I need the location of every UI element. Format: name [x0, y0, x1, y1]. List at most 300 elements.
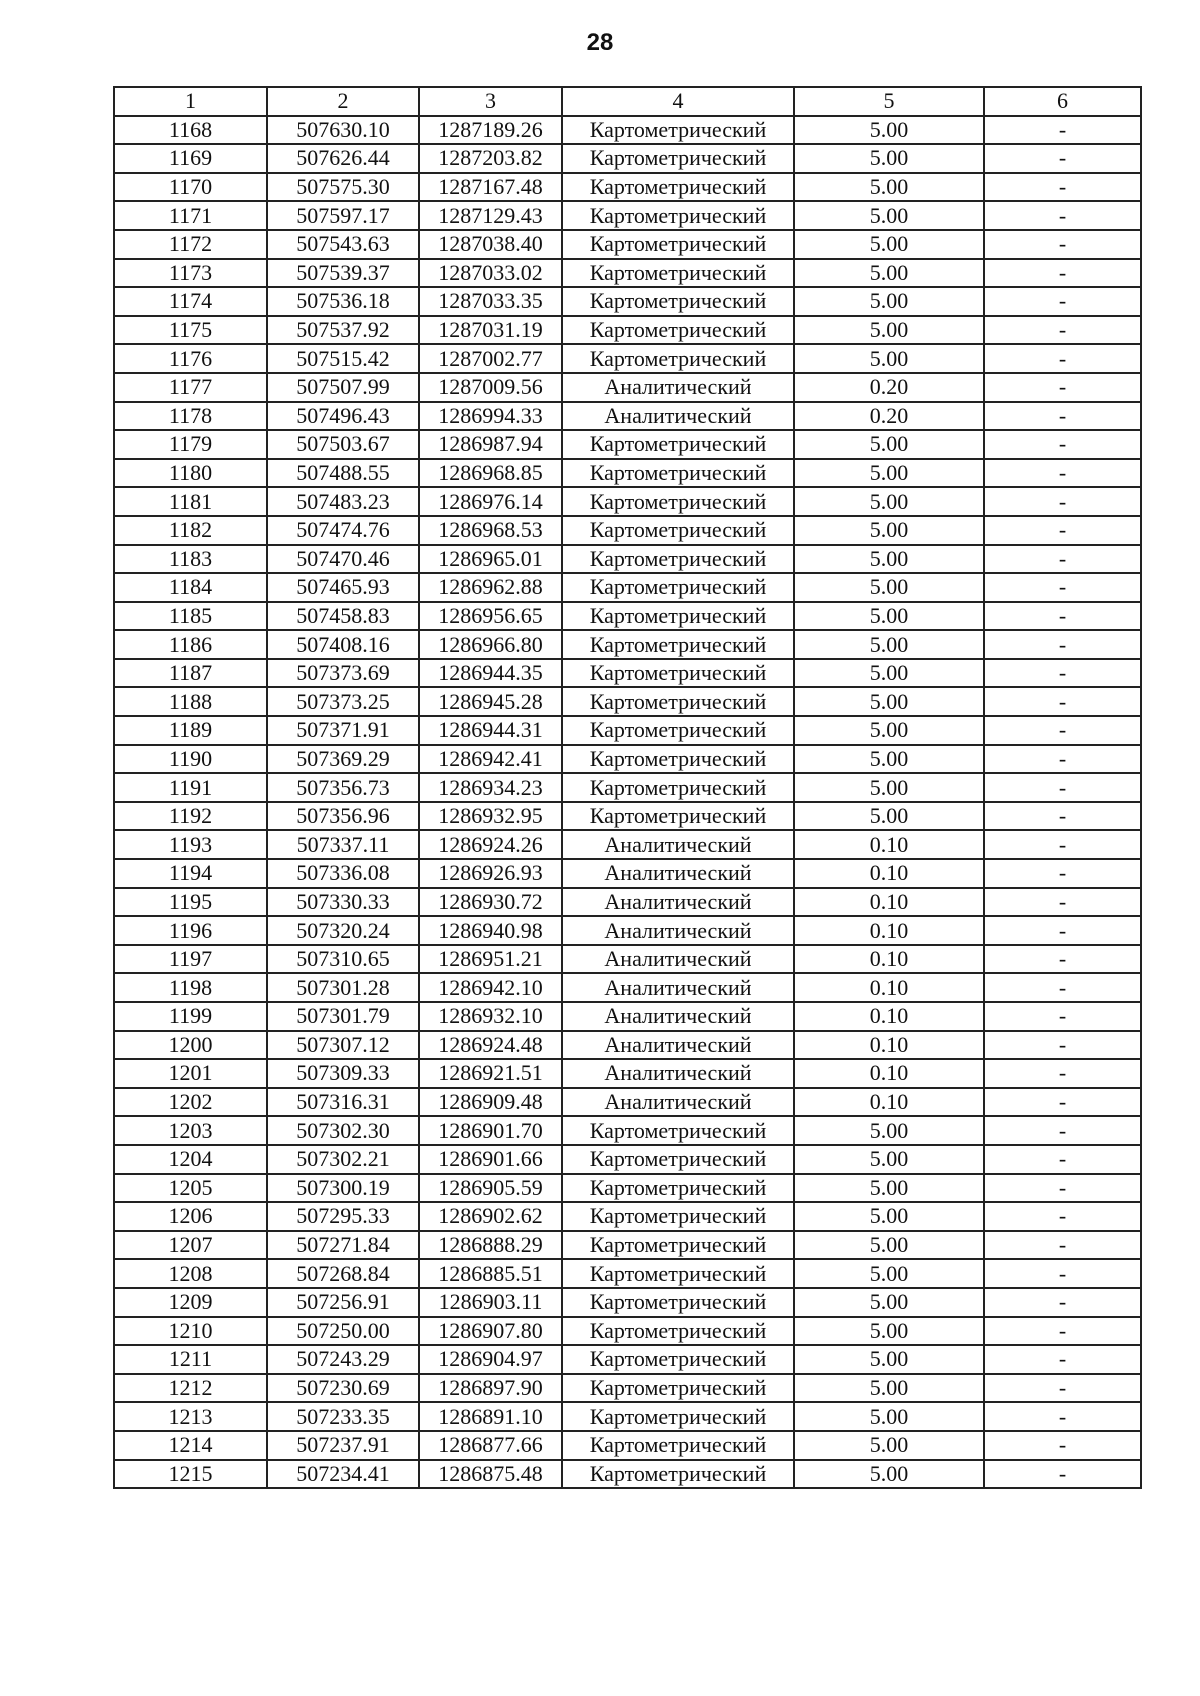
- point-number-cell: 1169: [114, 144, 267, 173]
- note-cell: -: [984, 716, 1141, 745]
- table-row: [114, 1431, 1141, 1460]
- table-row: [114, 573, 1141, 602]
- table-row: [114, 144, 1141, 173]
- table-body: [114, 116, 1141, 1489]
- x-coordinate-cell: 507337.11: [267, 830, 419, 859]
- y-coordinate-cell: 1286877.66: [419, 1431, 562, 1460]
- y-coordinate-cell: 1286888.29: [419, 1231, 562, 1260]
- note-cell: -: [984, 1374, 1141, 1403]
- table-row: [114, 316, 1141, 345]
- point-number-cell: 1200: [114, 1031, 267, 1060]
- y-coordinate-cell: 1286932.95: [419, 802, 562, 831]
- x-coordinate-cell: 507537.92: [267, 316, 419, 345]
- accuracy-cell: 0.10: [794, 830, 984, 859]
- point-number-cell: 1202: [114, 1088, 267, 1117]
- y-coordinate-cell: 1286951.21: [419, 945, 562, 974]
- table-row: [114, 230, 1141, 259]
- point-number-cell: 1184: [114, 573, 267, 602]
- accuracy-cell: 5.00: [794, 1402, 984, 1431]
- y-coordinate-cell: 1286965.01: [419, 545, 562, 574]
- method-cell: Картометрический: [562, 430, 794, 459]
- table-row: [114, 1031, 1141, 1060]
- note-cell: -: [984, 830, 1141, 859]
- method-cell: Картометрический: [562, 1460, 794, 1489]
- x-coordinate-cell: 507539.37: [267, 259, 419, 288]
- y-coordinate-cell: 1286942.10: [419, 973, 562, 1002]
- y-coordinate-cell: 1286940.98: [419, 916, 562, 945]
- table-row: [114, 173, 1141, 202]
- method-cell: Картометрический: [562, 344, 794, 373]
- method-cell: Картометрический: [562, 1231, 794, 1260]
- y-coordinate-cell: 1286976.14: [419, 487, 562, 516]
- method-cell: Картометрический: [562, 659, 794, 688]
- header-cell-6: 6: [984, 87, 1141, 116]
- point-number-cell: 1211: [114, 1345, 267, 1374]
- y-coordinate-cell: 1286930.72: [419, 888, 562, 917]
- y-coordinate-cell: 1286962.88: [419, 573, 562, 602]
- accuracy-cell: 0.10: [794, 1002, 984, 1031]
- point-number-cell: 1214: [114, 1431, 267, 1460]
- note-cell: -: [984, 173, 1141, 202]
- y-coordinate-cell: 1286903.11: [419, 1288, 562, 1317]
- table-row: [114, 745, 1141, 774]
- note-cell: -: [984, 316, 1141, 345]
- accuracy-cell: 5.00: [794, 1145, 984, 1174]
- x-coordinate-cell: 507575.30: [267, 173, 419, 202]
- y-coordinate-cell: 1286924.48: [419, 1031, 562, 1060]
- x-coordinate-cell: 507630.10: [267, 116, 419, 145]
- accuracy-cell: 5.00: [794, 287, 984, 316]
- point-number-cell: 1171: [114, 201, 267, 230]
- x-coordinate-cell: 507408.16: [267, 630, 419, 659]
- accuracy-cell: 5.00: [794, 630, 984, 659]
- method-cell: Аналитический: [562, 916, 794, 945]
- point-number-cell: 1215: [114, 1460, 267, 1489]
- y-coordinate-cell: 1286942.41: [419, 745, 562, 774]
- table-row: [114, 487, 1141, 516]
- y-coordinate-cell: 1286934.23: [419, 773, 562, 802]
- method-cell: Картометрический: [562, 1374, 794, 1403]
- x-coordinate-cell: 507302.30: [267, 1116, 419, 1145]
- method-cell: Картометрический: [562, 259, 794, 288]
- y-coordinate-cell: 1286901.70: [419, 1116, 562, 1145]
- y-coordinate-cell: 1286944.31: [419, 716, 562, 745]
- accuracy-cell: 5.00: [794, 1259, 984, 1288]
- method-cell: Картометрический: [562, 516, 794, 545]
- x-coordinate-cell: 507243.29: [267, 1345, 419, 1374]
- y-coordinate-cell: 1286944.35: [419, 659, 562, 688]
- note-cell: -: [984, 487, 1141, 516]
- header-cell-2: 2: [267, 87, 419, 116]
- y-coordinate-cell: 1287009.56: [419, 373, 562, 402]
- x-coordinate-cell: 507295.33: [267, 1202, 419, 1231]
- point-number-cell: 1208: [114, 1259, 267, 1288]
- point-number-cell: 1203: [114, 1116, 267, 1145]
- accuracy-cell: 0.10: [794, 916, 984, 945]
- y-coordinate-cell: 1286926.93: [419, 859, 562, 888]
- y-coordinate-cell: 1286921.51: [419, 1059, 562, 1088]
- method-cell: Аналитический: [562, 1002, 794, 1031]
- method-cell: Картометрический: [562, 1145, 794, 1174]
- method-cell: Картометрический: [562, 1431, 794, 1460]
- note-cell: -: [984, 802, 1141, 831]
- point-number-cell: 1195: [114, 888, 267, 917]
- x-coordinate-cell: 507543.63: [267, 230, 419, 259]
- accuracy-cell: 5.00: [794, 659, 984, 688]
- y-coordinate-cell: 1287038.40: [419, 230, 562, 259]
- y-coordinate-cell: 1286907.80: [419, 1317, 562, 1346]
- method-cell: Картометрический: [562, 1259, 794, 1288]
- y-coordinate-cell: 1286956.65: [419, 602, 562, 631]
- accuracy-cell: 0.10: [794, 945, 984, 974]
- accuracy-cell: 5.00: [794, 1202, 984, 1231]
- accuracy-cell: 5.00: [794, 573, 984, 602]
- method-cell: Картометрический: [562, 459, 794, 488]
- accuracy-cell: 5.00: [794, 802, 984, 831]
- point-number-cell: 1194: [114, 859, 267, 888]
- header-row: [114, 87, 1141, 116]
- note-cell: -: [984, 659, 1141, 688]
- accuracy-cell: 0.10: [794, 973, 984, 1002]
- method-cell: Картометрический: [562, 573, 794, 602]
- accuracy-cell: 5.00: [794, 1317, 984, 1346]
- y-coordinate-cell: 1286905.59: [419, 1174, 562, 1203]
- table-row: [114, 802, 1141, 831]
- x-coordinate-cell: 507234.41: [267, 1460, 419, 1489]
- table-row: [114, 1002, 1141, 1031]
- point-number-cell: 1189: [114, 716, 267, 745]
- coordinates-table: [113, 86, 1142, 1489]
- accuracy-cell: 5.00: [794, 1345, 984, 1374]
- point-number-cell: 1183: [114, 545, 267, 574]
- table-row: [114, 259, 1141, 288]
- x-coordinate-cell: 507356.73: [267, 773, 419, 802]
- note-cell: -: [984, 1145, 1141, 1174]
- accuracy-cell: 0.10: [794, 888, 984, 917]
- table-row: [114, 773, 1141, 802]
- method-cell: Аналитический: [562, 402, 794, 431]
- y-coordinate-cell: 1286945.28: [419, 687, 562, 716]
- method-cell: Картометрический: [562, 487, 794, 516]
- y-coordinate-cell: 1286875.48: [419, 1460, 562, 1489]
- x-coordinate-cell: 507301.79: [267, 1002, 419, 1031]
- point-number-cell: 1188: [114, 687, 267, 716]
- table-row: [114, 459, 1141, 488]
- accuracy-cell: 5.00: [794, 545, 984, 574]
- point-number-cell: 1209: [114, 1288, 267, 1317]
- table-row: [114, 1202, 1141, 1231]
- page-number: 28: [586, 29, 614, 56]
- table-row: [114, 373, 1141, 402]
- accuracy-cell: 5.00: [794, 201, 984, 230]
- accuracy-cell: 5.00: [794, 259, 984, 288]
- y-coordinate-cell: 1287031.19: [419, 316, 562, 345]
- accuracy-cell: 5.00: [794, 430, 984, 459]
- method-cell: Картометрический: [562, 144, 794, 173]
- point-number-cell: 1178: [114, 402, 267, 431]
- note-cell: -: [984, 973, 1141, 1002]
- point-number-cell: 1172: [114, 230, 267, 259]
- y-coordinate-cell: 1287129.43: [419, 201, 562, 230]
- table-row: [114, 1259, 1141, 1288]
- accuracy-cell: 5.00: [794, 316, 984, 345]
- note-cell: -: [984, 1088, 1141, 1117]
- x-coordinate-cell: 507515.42: [267, 344, 419, 373]
- table-row: [114, 1374, 1141, 1403]
- table-row: [114, 545, 1141, 574]
- x-coordinate-cell: 507483.23: [267, 487, 419, 516]
- x-coordinate-cell: 507470.46: [267, 545, 419, 574]
- note-cell: -: [984, 545, 1141, 574]
- point-number-cell: 1205: [114, 1174, 267, 1203]
- accuracy-cell: 0.20: [794, 373, 984, 402]
- method-cell: Аналитический: [562, 830, 794, 859]
- note-cell: -: [984, 602, 1141, 631]
- x-coordinate-cell: 507474.76: [267, 516, 419, 545]
- note-cell: -: [984, 859, 1141, 888]
- method-cell: Картометрический: [562, 173, 794, 202]
- header-cell-4: 4: [562, 87, 794, 116]
- point-number-cell: 1177: [114, 373, 267, 402]
- x-coordinate-cell: 507503.67: [267, 430, 419, 459]
- accuracy-cell: 5.00: [794, 1374, 984, 1403]
- accuracy-cell: 5.00: [794, 516, 984, 545]
- point-number-cell: 1201: [114, 1059, 267, 1088]
- header-cell-3: 3: [419, 87, 562, 116]
- table-row: [114, 201, 1141, 230]
- accuracy-cell: 5.00: [794, 1431, 984, 1460]
- x-coordinate-cell: 507230.69: [267, 1374, 419, 1403]
- point-number-cell: 1176: [114, 344, 267, 373]
- note-cell: -: [984, 1345, 1141, 1374]
- y-coordinate-cell: 1286904.97: [419, 1345, 562, 1374]
- x-coordinate-cell: 507356.96: [267, 802, 419, 831]
- point-number-cell: 1196: [114, 916, 267, 945]
- x-coordinate-cell: 507302.21: [267, 1145, 419, 1174]
- accuracy-cell: 5.00: [794, 230, 984, 259]
- x-coordinate-cell: 507307.12: [267, 1031, 419, 1060]
- y-coordinate-cell: 1286885.51: [419, 1259, 562, 1288]
- accuracy-cell: 5.00: [794, 1231, 984, 1260]
- y-coordinate-cell: 1286966.80: [419, 630, 562, 659]
- note-cell: -: [984, 773, 1141, 802]
- point-number-cell: 1187: [114, 659, 267, 688]
- note-cell: -: [984, 373, 1141, 402]
- accuracy-cell: 0.10: [794, 1088, 984, 1117]
- method-cell: Картометрический: [562, 116, 794, 145]
- y-coordinate-cell: 1287002.77: [419, 344, 562, 373]
- accuracy-cell: 0.20: [794, 402, 984, 431]
- table-row: [114, 945, 1141, 974]
- table-row: [114, 659, 1141, 688]
- x-coordinate-cell: 507371.91: [267, 716, 419, 745]
- point-number-cell: 1207: [114, 1231, 267, 1260]
- note-cell: -: [984, 573, 1141, 602]
- method-cell: Картометрический: [562, 1402, 794, 1431]
- y-coordinate-cell: 1287033.35: [419, 287, 562, 316]
- method-cell: Аналитический: [562, 1088, 794, 1117]
- table-header: [114, 87, 1141, 116]
- accuracy-cell: 5.00: [794, 1288, 984, 1317]
- method-cell: Картометрический: [562, 1116, 794, 1145]
- y-coordinate-cell: 1286932.10: [419, 1002, 562, 1031]
- y-coordinate-cell: 1287167.48: [419, 173, 562, 202]
- table-row: [114, 973, 1141, 1002]
- accuracy-cell: 5.00: [794, 344, 984, 373]
- accuracy-cell: 5.00: [794, 144, 984, 173]
- x-coordinate-cell: 507271.84: [267, 1231, 419, 1260]
- method-cell: Картометрический: [562, 745, 794, 774]
- note-cell: -: [984, 916, 1141, 945]
- point-number-cell: 1212: [114, 1374, 267, 1403]
- accuracy-cell: 5.00: [794, 716, 984, 745]
- point-number-cell: 1191: [114, 773, 267, 802]
- y-coordinate-cell: 1286891.10: [419, 1402, 562, 1431]
- note-cell: -: [984, 1460, 1141, 1489]
- method-cell: Картометрический: [562, 773, 794, 802]
- note-cell: -: [984, 1116, 1141, 1145]
- x-coordinate-cell: 507320.24: [267, 916, 419, 945]
- note-cell: -: [984, 516, 1141, 545]
- table-row: [114, 116, 1141, 145]
- accuracy-cell: 5.00: [794, 687, 984, 716]
- x-coordinate-cell: 507316.31: [267, 1088, 419, 1117]
- point-number-cell: 1170: [114, 173, 267, 202]
- note-cell: -: [984, 287, 1141, 316]
- point-number-cell: 1181: [114, 487, 267, 516]
- method-cell: Картометрический: [562, 602, 794, 631]
- note-cell: -: [984, 1174, 1141, 1203]
- x-coordinate-cell: 507488.55: [267, 459, 419, 488]
- note-cell: -: [984, 1002, 1141, 1031]
- x-coordinate-cell: 507536.18: [267, 287, 419, 316]
- method-cell: Картометрический: [562, 1317, 794, 1346]
- x-coordinate-cell: 507310.65: [267, 945, 419, 974]
- x-coordinate-cell: 507496.43: [267, 402, 419, 431]
- table-row: [114, 1317, 1141, 1346]
- x-coordinate-cell: 507301.28: [267, 973, 419, 1002]
- point-number-cell: 1198: [114, 973, 267, 1002]
- table-row: [114, 830, 1141, 859]
- method-cell: Картометрический: [562, 545, 794, 574]
- method-cell: Картометрический: [562, 1288, 794, 1317]
- method-cell: Аналитический: [562, 888, 794, 917]
- table-row: [114, 888, 1141, 917]
- note-cell: -: [984, 1402, 1141, 1431]
- y-coordinate-cell: 1286968.53: [419, 516, 562, 545]
- table-row: [114, 1059, 1141, 1088]
- y-coordinate-cell: 1287203.82: [419, 144, 562, 173]
- method-cell: Аналитический: [562, 1059, 794, 1088]
- point-number-cell: 1174: [114, 287, 267, 316]
- note-cell: -: [984, 1202, 1141, 1231]
- point-number-cell: 1179: [114, 430, 267, 459]
- accuracy-cell: 5.00: [794, 116, 984, 145]
- x-coordinate-cell: 507256.91: [267, 1288, 419, 1317]
- accuracy-cell: 5.00: [794, 602, 984, 631]
- table-row: [114, 1088, 1141, 1117]
- accuracy-cell: 0.10: [794, 859, 984, 888]
- x-coordinate-cell: 507373.69: [267, 659, 419, 688]
- point-number-cell: 1193: [114, 830, 267, 859]
- y-coordinate-cell: 1287033.02: [419, 259, 562, 288]
- x-coordinate-cell: 507309.33: [267, 1059, 419, 1088]
- table-row: [114, 716, 1141, 745]
- method-cell: Аналитический: [562, 973, 794, 1002]
- x-coordinate-cell: 507237.91: [267, 1431, 419, 1460]
- note-cell: -: [984, 1031, 1141, 1060]
- accuracy-cell: 0.10: [794, 1059, 984, 1088]
- note-cell: -: [984, 1317, 1141, 1346]
- note-cell: -: [984, 745, 1141, 774]
- x-coordinate-cell: 507300.19: [267, 1174, 419, 1203]
- point-number-cell: 1192: [114, 802, 267, 831]
- table-row: [114, 1345, 1141, 1374]
- point-number-cell: 1186: [114, 630, 267, 659]
- y-coordinate-cell: 1286902.62: [419, 1202, 562, 1231]
- header-cell-1: 1: [114, 87, 267, 116]
- method-cell: Аналитический: [562, 859, 794, 888]
- method-cell: Аналитический: [562, 373, 794, 402]
- method-cell: Картометрический: [562, 630, 794, 659]
- x-coordinate-cell: 507330.33: [267, 888, 419, 917]
- x-coordinate-cell: 507626.44: [267, 144, 419, 173]
- y-coordinate-cell: 1286909.48: [419, 1088, 562, 1117]
- method-cell: Картометрический: [562, 687, 794, 716]
- x-coordinate-cell: 507233.35: [267, 1402, 419, 1431]
- x-coordinate-cell: 507597.17: [267, 201, 419, 230]
- x-coordinate-cell: 507250.00: [267, 1317, 419, 1346]
- y-coordinate-cell: 1286897.90: [419, 1374, 562, 1403]
- y-coordinate-cell: 1286968.85: [419, 459, 562, 488]
- point-number-cell: 1190: [114, 745, 267, 774]
- table-row: [114, 1174, 1141, 1203]
- table-row: [114, 687, 1141, 716]
- accuracy-cell: 5.00: [794, 173, 984, 202]
- table-row: [114, 602, 1141, 631]
- point-number-cell: 1206: [114, 1202, 267, 1231]
- x-coordinate-cell: 507369.29: [267, 745, 419, 774]
- point-number-cell: 1185: [114, 602, 267, 631]
- note-cell: -: [984, 116, 1141, 145]
- table-row: [114, 287, 1141, 316]
- table-row: [114, 630, 1141, 659]
- x-coordinate-cell: 507336.08: [267, 859, 419, 888]
- note-cell: -: [984, 1059, 1141, 1088]
- table-row: [114, 1288, 1141, 1317]
- x-coordinate-cell: 507465.93: [267, 573, 419, 602]
- x-coordinate-cell: 507507.99: [267, 373, 419, 402]
- point-number-cell: 1182: [114, 516, 267, 545]
- table-row: [114, 1231, 1141, 1260]
- header-cell-5: 5: [794, 87, 984, 116]
- x-coordinate-cell: 507268.84: [267, 1259, 419, 1288]
- table-row: [114, 430, 1141, 459]
- table-row: [114, 916, 1141, 945]
- method-cell: Картометрический: [562, 1174, 794, 1203]
- accuracy-cell: 5.00: [794, 1116, 984, 1145]
- accuracy-cell: 5.00: [794, 745, 984, 774]
- note-cell: -: [984, 344, 1141, 373]
- note-cell: -: [984, 144, 1141, 173]
- method-cell: Картометрический: [562, 1202, 794, 1231]
- accuracy-cell: 5.00: [794, 1174, 984, 1203]
- accuracy-cell: 5.00: [794, 1460, 984, 1489]
- method-cell: Картометрический: [562, 201, 794, 230]
- accuracy-cell: 5.00: [794, 487, 984, 516]
- method-cell: Аналитический: [562, 945, 794, 974]
- x-coordinate-cell: 507458.83: [267, 602, 419, 631]
